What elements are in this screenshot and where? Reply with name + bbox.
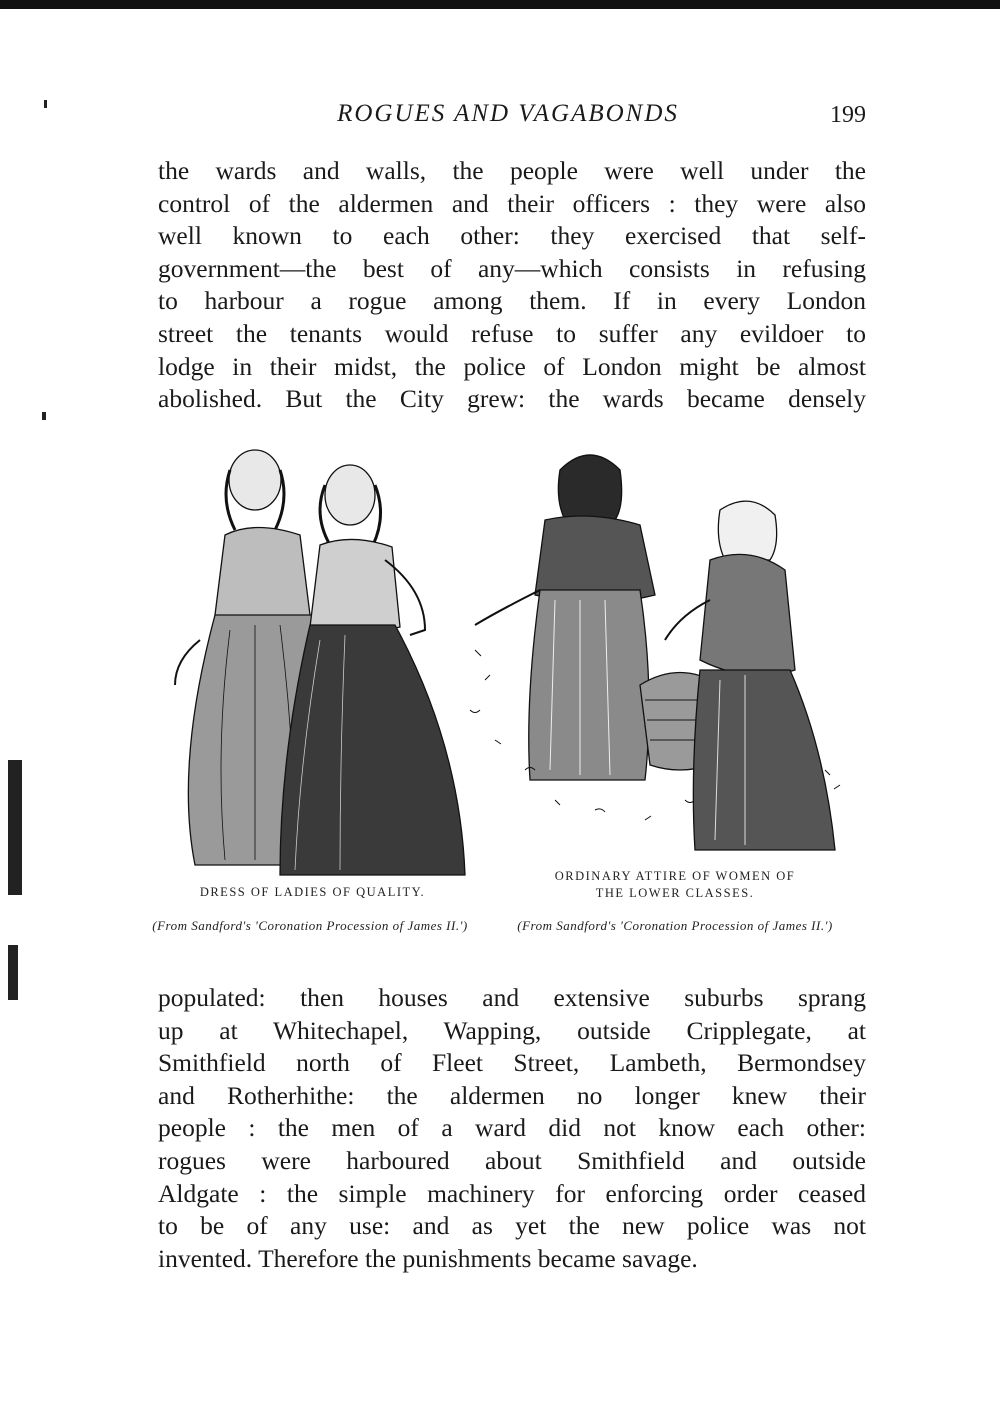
text-line: government—the best of any—which consists in refusing bbox=[158, 253, 866, 283]
figure-woman-standing bbox=[475, 455, 655, 780]
scan-speck bbox=[42, 412, 46, 420]
text-line: invented. Therefore the punishments became savage. bbox=[158, 1243, 698, 1273]
text-line: up at Whitechapel, Wapping, outside Cripplegate, at bbox=[158, 1015, 866, 1045]
figure-lady-right bbox=[280, 465, 465, 875]
running-title: ROGUES AND VAGABONDS bbox=[337, 100, 679, 127]
text-line: abolished. But the City grew: the wards became densely bbox=[158, 384, 866, 414]
scan-top-edge bbox=[0, 0, 1000, 9]
page-number: 199 bbox=[830, 102, 866, 128]
caption-left: DRESS OF LADIES OF QUALITY. bbox=[199, 885, 426, 899]
caption-right-line2: THE LOWER CLASSES. bbox=[595, 886, 755, 900]
caption-right-line1: ORDINARY ATTIRE OF WOMEN OF bbox=[554, 869, 796, 883]
engraving-lower-classes bbox=[455, 440, 867, 865]
text-line: rogues were harboured about Smithfield and outside bbox=[158, 1145, 866, 1175]
text-line: lodge in their midst, the police of London might be almost bbox=[158, 351, 866, 381]
text-line: Smithfield north of Fleet Street, Lambeth, Bermondsey bbox=[158, 1048, 866, 1078]
page-header bbox=[158, 100, 868, 136]
illustration-ladies-of-quality bbox=[160, 440, 470, 880]
text-line: to be of any use: and as yet the new police was not bbox=[158, 1211, 866, 1241]
text-line: well known to each other: they exercised that self- bbox=[158, 221, 866, 251]
scan-speck bbox=[44, 100, 47, 108]
paragraph-top bbox=[158, 155, 866, 416]
paragraph-bottom bbox=[158, 982, 866, 1275]
text-line: and Rotherhithe: the aldermen no longer knew their bbox=[158, 1080, 866, 1110]
caption-right-source: (From Sandford's 'Coronation Procession of James II.') bbox=[517, 918, 833, 933]
text-line: the wards and walls, the people were well under the bbox=[158, 156, 866, 185]
scan-artifact bbox=[8, 760, 22, 895]
text-line: populated: then houses and extensive suburbs sprang bbox=[158, 983, 866, 1012]
caption-left-source: (From Sandford's 'Coronation Procession of James II.') bbox=[152, 918, 468, 933]
text-line: street the tenants would refuse to suffer any evildoer to bbox=[158, 318, 866, 348]
text-line: Aldgate : the simple machinery for enforcing order ceased bbox=[158, 1178, 866, 1208]
illustration-women-lower-classes bbox=[455, 440, 867, 865]
caption-right bbox=[505, 868, 845, 902]
text-line: people : the men of a ward did not know each other: bbox=[158, 1113, 866, 1143]
scan-artifact bbox=[8, 945, 18, 1000]
text-line: control of the aldermen and their officers : they were also bbox=[158, 188, 866, 218]
text-line: to harbour a rogue among them. If in every London bbox=[158, 286, 866, 316]
engraving-ladies bbox=[160, 440, 470, 880]
